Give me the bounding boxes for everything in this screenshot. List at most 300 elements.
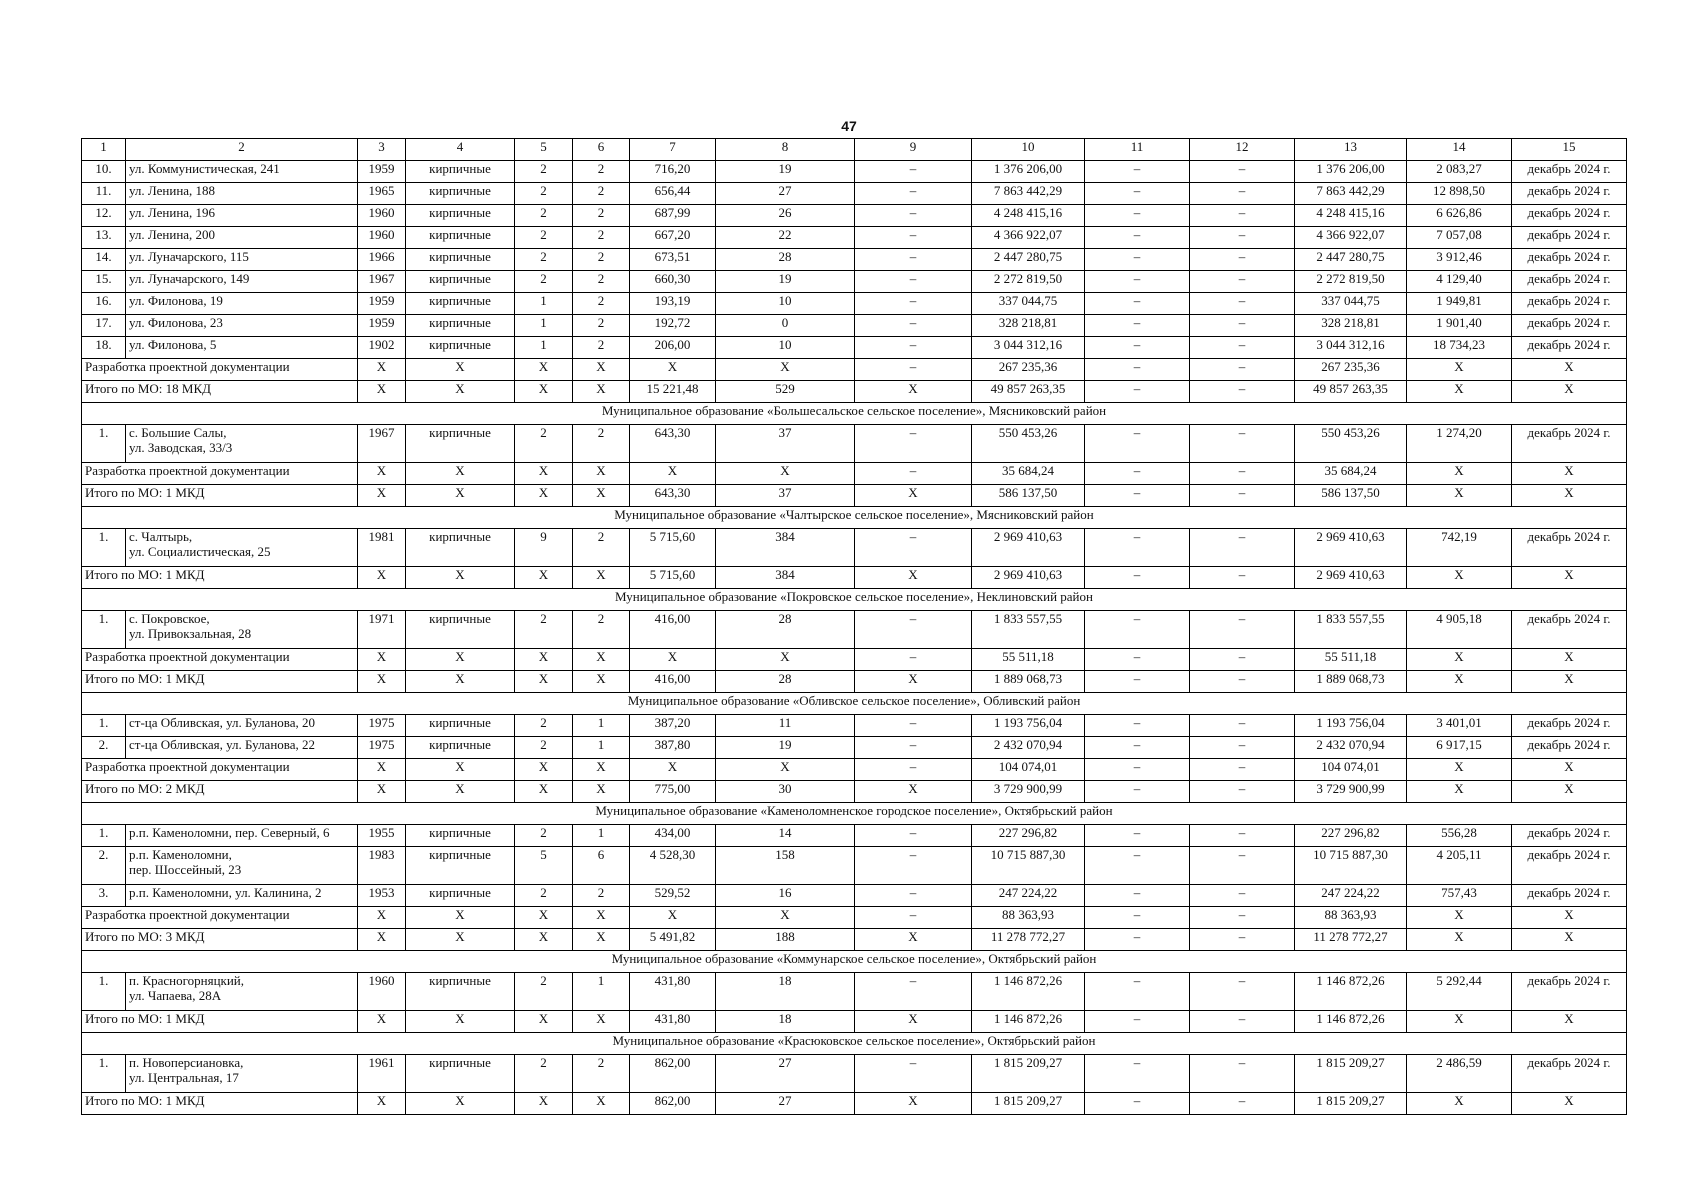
data-cell: декабрь 2024 г. bbox=[1512, 973, 1627, 1011]
data-cell: X bbox=[358, 485, 406, 507]
building-row bbox=[82, 205, 1627, 227]
data-cell: 1971 bbox=[358, 611, 406, 649]
address-cell: ул. Ленина, 196 bbox=[126, 205, 358, 227]
data-cell: 267 235,36 bbox=[1295, 359, 1407, 381]
data-cell: – bbox=[1190, 649, 1295, 671]
data-cell: 28 bbox=[716, 671, 855, 693]
data-cell: 2 bbox=[573, 227, 630, 249]
data-cell: 26 bbox=[716, 205, 855, 227]
data-cell: X bbox=[406, 463, 515, 485]
data-cell: 1967 bbox=[358, 271, 406, 293]
address-cell: с. Покровское, ул. Привокзальная, 28 bbox=[126, 611, 358, 649]
municipality-section-row bbox=[82, 803, 1627, 825]
data-cell: 1 146 872,26 bbox=[1295, 1011, 1407, 1033]
address-cell: ул. Ленина, 188 bbox=[126, 183, 358, 205]
data-cell: 2 bbox=[573, 1055, 630, 1093]
data-cell: – bbox=[855, 205, 972, 227]
data-cell: 49 857 263,35 bbox=[1295, 381, 1407, 403]
summary-label: Разработка проектной документации bbox=[82, 359, 358, 381]
data-cell: – bbox=[1190, 1093, 1295, 1115]
data-cell: 2 bbox=[515, 249, 573, 271]
data-cell: X bbox=[855, 1093, 972, 1115]
data-cell: 1975 bbox=[358, 737, 406, 759]
data-cell: – bbox=[855, 885, 972, 907]
data-cell: X bbox=[573, 1093, 630, 1115]
data-cell: декабрь 2024 г. bbox=[1512, 825, 1627, 847]
data-cell: X bbox=[573, 485, 630, 507]
data-cell: – bbox=[1190, 529, 1295, 567]
data-cell: 14. bbox=[82, 249, 126, 271]
data-cell: 2 272 819,50 bbox=[972, 271, 1085, 293]
data-cell: 431,80 bbox=[630, 973, 716, 1011]
data-cell: X bbox=[573, 671, 630, 693]
data-cell: X bbox=[406, 485, 515, 507]
data-cell: X bbox=[855, 929, 972, 951]
data-cell: 1. bbox=[82, 611, 126, 649]
data-cell: X bbox=[358, 381, 406, 403]
data-cell: 5 292,44 bbox=[1407, 973, 1512, 1011]
data-cell: 1 bbox=[573, 973, 630, 1011]
data-cell: кирпичные bbox=[406, 885, 515, 907]
summary-row bbox=[82, 759, 1627, 781]
data-cell: 6 917,15 bbox=[1407, 737, 1512, 759]
data-cell: – bbox=[855, 847, 972, 885]
data-cell: 1 bbox=[515, 337, 573, 359]
address-cell: ул. Филонова, 5 bbox=[126, 337, 358, 359]
data-cell: X bbox=[1407, 907, 1512, 929]
data-cell: – bbox=[1190, 715, 1295, 737]
data-cell: 1. bbox=[82, 973, 126, 1011]
data-cell: – bbox=[1190, 567, 1295, 589]
data-cell: – bbox=[855, 649, 972, 671]
data-cell: 2 083,27 bbox=[1407, 161, 1512, 183]
column-number-cell: 2 bbox=[126, 139, 358, 161]
data-cell: 7 863 442,29 bbox=[972, 183, 1085, 205]
data-cell: 1 146 872,26 bbox=[1295, 973, 1407, 1011]
data-cell: X bbox=[1512, 381, 1627, 403]
data-cell: – bbox=[1085, 463, 1190, 485]
data-cell: X bbox=[515, 929, 573, 951]
data-cell: 2 432 070,94 bbox=[1295, 737, 1407, 759]
data-cell: X bbox=[515, 1093, 573, 1115]
data-cell: 2 969 410,63 bbox=[972, 529, 1085, 567]
data-cell: 586 137,50 bbox=[1295, 485, 1407, 507]
data-cell: 37 bbox=[716, 425, 855, 463]
building-row bbox=[82, 183, 1627, 205]
data-cell: – bbox=[1190, 359, 1295, 381]
address-cell: ул. Филонова, 23 bbox=[126, 315, 358, 337]
data-cell: декабрь 2024 г. bbox=[1512, 885, 1627, 907]
column-number-cell: 9 bbox=[855, 139, 972, 161]
data-cell: X bbox=[406, 929, 515, 951]
data-cell: кирпичные bbox=[406, 337, 515, 359]
data-cell: 227 296,82 bbox=[1295, 825, 1407, 847]
column-number-cell: 1 bbox=[82, 139, 126, 161]
data-cell: – bbox=[1190, 249, 1295, 271]
data-cell: 384 bbox=[716, 567, 855, 589]
data-cell: – bbox=[1085, 671, 1190, 693]
data-cell: – bbox=[1085, 929, 1190, 951]
data-cell: X bbox=[630, 463, 716, 485]
summary-row bbox=[82, 907, 1627, 929]
data-cell: кирпичные bbox=[406, 161, 515, 183]
data-cell: кирпичные bbox=[406, 315, 515, 337]
data-cell: 2 bbox=[573, 293, 630, 315]
address-cell: ул. Ленина, 200 bbox=[126, 227, 358, 249]
data-cell: 4 905,18 bbox=[1407, 611, 1512, 649]
data-cell: X bbox=[1407, 1011, 1512, 1033]
data-cell: – bbox=[1190, 315, 1295, 337]
data-cell: декабрь 2024 г. bbox=[1512, 271, 1627, 293]
data-cell: 27 bbox=[716, 1055, 855, 1093]
data-cell: X bbox=[716, 907, 855, 929]
summary-label: Итого по МО: 2 МКД bbox=[82, 781, 358, 803]
data-cell: – bbox=[1190, 161, 1295, 183]
data-cell: X bbox=[515, 781, 573, 803]
data-cell: 1967 bbox=[358, 425, 406, 463]
data-cell: декабрь 2024 г. bbox=[1512, 249, 1627, 271]
column-number-cell: 3 bbox=[358, 139, 406, 161]
data-cell: 2 432 070,94 bbox=[972, 737, 1085, 759]
data-cell: 416,00 bbox=[630, 671, 716, 693]
data-cell: 656,44 bbox=[630, 183, 716, 205]
data-cell: 2 bbox=[515, 973, 573, 1011]
summary-row bbox=[82, 1093, 1627, 1115]
column-number-cell: 11 bbox=[1085, 139, 1190, 161]
data-cell: 775,00 bbox=[630, 781, 716, 803]
summary-row bbox=[82, 381, 1627, 403]
data-cell: 2 bbox=[573, 425, 630, 463]
data-cell: – bbox=[1085, 485, 1190, 507]
data-cell: декабрь 2024 г. bbox=[1512, 529, 1627, 567]
data-cell: 1 bbox=[573, 737, 630, 759]
data-cell: X bbox=[573, 649, 630, 671]
data-cell: – bbox=[1085, 227, 1190, 249]
data-cell: 9 bbox=[515, 529, 573, 567]
data-cell: – bbox=[1085, 425, 1190, 463]
data-cell: 88 363,93 bbox=[972, 907, 1085, 929]
data-cell: 1 146 872,26 bbox=[972, 1011, 1085, 1033]
data-cell: кирпичные bbox=[406, 715, 515, 737]
data-cell: 757,43 bbox=[1407, 885, 1512, 907]
data-cell: X bbox=[515, 359, 573, 381]
summary-label: Разработка проектной документации bbox=[82, 759, 358, 781]
data-cell: 2 bbox=[515, 271, 573, 293]
summary-label: Итого по МО: 18 МКД bbox=[82, 381, 358, 403]
address-cell: ул. Коммунистическая, 241 bbox=[126, 161, 358, 183]
data-cell: 247 224,22 bbox=[1295, 885, 1407, 907]
municipality-title: Муниципальное образование «Каменоломненское городское поселение», Октябрьский район bbox=[82, 803, 1627, 825]
data-cell: кирпичные bbox=[406, 847, 515, 885]
data-cell: 11 bbox=[716, 715, 855, 737]
data-cell: X bbox=[716, 359, 855, 381]
data-cell: 16. bbox=[82, 293, 126, 315]
data-cell: 4 366 922,07 bbox=[1295, 227, 1407, 249]
data-cell: – bbox=[855, 249, 972, 271]
data-cell: кирпичные bbox=[406, 249, 515, 271]
data-cell: – bbox=[1085, 885, 1190, 907]
data-cell: 673,51 bbox=[630, 249, 716, 271]
data-cell: X bbox=[1512, 567, 1627, 589]
data-cell: – bbox=[1085, 271, 1190, 293]
building-row bbox=[82, 249, 1627, 271]
data-cell: 1 274,20 bbox=[1407, 425, 1512, 463]
data-cell: 12 898,50 bbox=[1407, 183, 1512, 205]
data-cell: – bbox=[1085, 847, 1190, 885]
data-cell: X bbox=[573, 1011, 630, 1033]
summary-label: Разработка проектной документации bbox=[82, 649, 358, 671]
data-cell: декабрь 2024 г. bbox=[1512, 425, 1627, 463]
municipality-title: Муниципальное образование «Чалтырское сельское поселение», Мясниковский район bbox=[82, 507, 1627, 529]
data-cell: 384 bbox=[716, 529, 855, 567]
data-cell: – bbox=[1085, 1011, 1190, 1033]
data-cell: 643,30 bbox=[630, 425, 716, 463]
column-number-cell: 15 bbox=[1512, 139, 1627, 161]
data-cell: – bbox=[855, 973, 972, 1011]
data-cell: 2 bbox=[573, 529, 630, 567]
data-cell: 431,80 bbox=[630, 1011, 716, 1033]
data-cell: – bbox=[855, 529, 972, 567]
data-cell: 862,00 bbox=[630, 1055, 716, 1093]
data-cell: 1 815 209,27 bbox=[1295, 1093, 1407, 1115]
data-cell: X bbox=[630, 907, 716, 929]
data-cell: – bbox=[855, 611, 972, 649]
data-cell: 1 833 557,55 bbox=[1295, 611, 1407, 649]
data-cell: X bbox=[358, 649, 406, 671]
data-cell: 1960 bbox=[358, 227, 406, 249]
data-cell: 15 221,48 bbox=[630, 381, 716, 403]
data-cell: X bbox=[855, 567, 972, 589]
data-cell: – bbox=[1190, 825, 1295, 847]
data-cell: X bbox=[573, 929, 630, 951]
data-cell: 2 bbox=[515, 205, 573, 227]
data-cell: 4 205,11 bbox=[1407, 847, 1512, 885]
data-cell: – bbox=[855, 337, 972, 359]
data-cell: 30 bbox=[716, 781, 855, 803]
summary-label: Разработка проектной документации bbox=[82, 907, 358, 929]
data-cell: – bbox=[1085, 649, 1190, 671]
data-cell: X bbox=[406, 567, 515, 589]
building-row bbox=[82, 315, 1627, 337]
data-cell: 6 bbox=[573, 847, 630, 885]
data-cell: 1 193 756,04 bbox=[1295, 715, 1407, 737]
data-cell: 11 278 772,27 bbox=[1295, 929, 1407, 951]
building-row bbox=[82, 271, 1627, 293]
data-cell: 2 bbox=[573, 205, 630, 227]
data-cell: 1. bbox=[82, 715, 126, 737]
data-cell: 4 129,40 bbox=[1407, 271, 1512, 293]
data-cell: – bbox=[1085, 1055, 1190, 1093]
data-cell: 227 296,82 bbox=[972, 825, 1085, 847]
data-cell: – bbox=[855, 715, 972, 737]
data-cell: кирпичные bbox=[406, 825, 515, 847]
address-cell: с. Большие Салы, ул. Заводская, 33/3 bbox=[126, 425, 358, 463]
municipality-section-row bbox=[82, 507, 1627, 529]
data-cell: 1 901,40 bbox=[1407, 315, 1512, 337]
building-row bbox=[82, 885, 1627, 907]
data-cell: 13. bbox=[82, 227, 126, 249]
data-cell: 27 bbox=[716, 1093, 855, 1115]
address-cell: р.п. Каменоломни, пер. Северный, 6 bbox=[126, 825, 358, 847]
data-cell: 387,20 bbox=[630, 715, 716, 737]
data-cell: 1 bbox=[515, 293, 573, 315]
data-cell: – bbox=[1190, 929, 1295, 951]
summary-row bbox=[82, 359, 1627, 381]
data-cell: – bbox=[855, 183, 972, 205]
data-cell: 586 137,50 bbox=[972, 485, 1085, 507]
data-cell: – bbox=[1190, 847, 1295, 885]
data-cell: X bbox=[406, 781, 515, 803]
data-cell: X bbox=[1512, 1011, 1627, 1033]
data-cell: – bbox=[1190, 183, 1295, 205]
data-cell: 1 889 068,73 bbox=[972, 671, 1085, 693]
data-cell: X bbox=[1407, 359, 1512, 381]
data-cell: 2 bbox=[573, 161, 630, 183]
building-row bbox=[82, 293, 1627, 315]
data-cell: 1953 bbox=[358, 885, 406, 907]
data-cell: кирпичные bbox=[406, 227, 515, 249]
data-cell: 267 235,36 bbox=[972, 359, 1085, 381]
data-cell: X bbox=[406, 1093, 515, 1115]
data-cell: 2 bbox=[573, 271, 630, 293]
municipality-section-row bbox=[82, 693, 1627, 715]
data-cell: X bbox=[573, 907, 630, 929]
data-cell: 19 bbox=[716, 271, 855, 293]
data-cell: 7 057,08 bbox=[1407, 227, 1512, 249]
data-cell: 2. bbox=[82, 737, 126, 759]
data-cell: 3 044 312,16 bbox=[1295, 337, 1407, 359]
address-cell: ул. Филонова, 19 bbox=[126, 293, 358, 315]
municipality-title: Муниципальное образование «Покровское сельское поселение», Неклиновский район bbox=[82, 589, 1627, 611]
page-number: 47 bbox=[841, 118, 857, 134]
data-cell: 716,20 bbox=[630, 161, 716, 183]
building-row bbox=[82, 973, 1627, 1011]
data-cell: – bbox=[1085, 293, 1190, 315]
data-cell: – bbox=[1085, 315, 1190, 337]
data-cell: 2 969 410,63 bbox=[1295, 567, 1407, 589]
data-cell: 550 453,26 bbox=[1295, 425, 1407, 463]
data-cell: 643,30 bbox=[630, 485, 716, 507]
data-cell: 2. bbox=[82, 847, 126, 885]
data-cell: 5 715,60 bbox=[630, 529, 716, 567]
summary-row bbox=[82, 463, 1627, 485]
data-cell: X bbox=[1407, 759, 1512, 781]
data-cell: кирпичные bbox=[406, 293, 515, 315]
data-cell: 416,00 bbox=[630, 611, 716, 649]
data-cell: 5 715,60 bbox=[630, 567, 716, 589]
data-cell: – bbox=[1190, 973, 1295, 1011]
data-cell: – bbox=[1190, 463, 1295, 485]
data-cell: X bbox=[358, 671, 406, 693]
data-cell: – bbox=[1190, 293, 1295, 315]
data-cell: 687,99 bbox=[630, 205, 716, 227]
building-row bbox=[82, 425, 1627, 463]
data-cell: X bbox=[515, 463, 573, 485]
data-cell: – bbox=[1190, 671, 1295, 693]
data-cell: X bbox=[406, 359, 515, 381]
data-cell: 2 bbox=[515, 1055, 573, 1093]
data-cell: X bbox=[406, 759, 515, 781]
data-cell: 17. bbox=[82, 315, 126, 337]
data-cell: X bbox=[1407, 1093, 1512, 1115]
data-cell: 1981 bbox=[358, 529, 406, 567]
summary-row bbox=[82, 1011, 1627, 1033]
data-cell: – bbox=[1085, 567, 1190, 589]
data-cell: 55 511,18 bbox=[1295, 649, 1407, 671]
data-cell: – bbox=[1190, 907, 1295, 929]
data-cell: – bbox=[1085, 161, 1190, 183]
data-cell: – bbox=[1190, 1055, 1295, 1093]
data-cell: 1 949,81 bbox=[1407, 293, 1512, 315]
data-cell: 19 bbox=[716, 161, 855, 183]
data-cell: 1. bbox=[82, 529, 126, 567]
column-number-cell: 14 bbox=[1407, 139, 1512, 161]
data-cell: X bbox=[515, 485, 573, 507]
data-cell: X bbox=[358, 759, 406, 781]
data-cell: X bbox=[358, 907, 406, 929]
data-cell: 27 bbox=[716, 183, 855, 205]
data-cell: 1 193 756,04 bbox=[972, 715, 1085, 737]
data-cell: X bbox=[630, 649, 716, 671]
data-cell: 104 074,01 bbox=[1295, 759, 1407, 781]
data-cell: декабрь 2024 г. bbox=[1512, 1055, 1627, 1093]
data-cell: X bbox=[515, 381, 573, 403]
data-cell: X bbox=[1407, 671, 1512, 693]
building-row bbox=[82, 529, 1627, 567]
data-cell: 6 626,86 bbox=[1407, 205, 1512, 227]
data-cell: X bbox=[515, 1011, 573, 1033]
data-cell: – bbox=[1085, 759, 1190, 781]
data-cell: 10 bbox=[716, 293, 855, 315]
data-cell: – bbox=[1085, 205, 1190, 227]
summary-row bbox=[82, 781, 1627, 803]
data-cell: X bbox=[1407, 929, 1512, 951]
data-cell: 10. bbox=[82, 161, 126, 183]
data-cell: X bbox=[1512, 907, 1627, 929]
summary-label: Итого по МО: 1 МКД bbox=[82, 567, 358, 589]
data-cell: 158 bbox=[716, 847, 855, 885]
data-cell: 337 044,75 bbox=[1295, 293, 1407, 315]
data-cell: 10 715 887,30 bbox=[972, 847, 1085, 885]
data-cell: – bbox=[855, 293, 972, 315]
data-cell: X bbox=[1407, 649, 1512, 671]
data-cell: 1975 bbox=[358, 715, 406, 737]
column-number-cell: 6 bbox=[573, 139, 630, 161]
address-cell: п. Новоперсиановка, ул. Центральная, 17 bbox=[126, 1055, 358, 1093]
data-cell: 337 044,75 bbox=[972, 293, 1085, 315]
data-cell: 1966 bbox=[358, 249, 406, 271]
summary-label: Итого по МО: 1 МКД bbox=[82, 485, 358, 507]
summary-label: Итого по МО: 1 МКД bbox=[82, 1093, 358, 1115]
data-cell: X bbox=[1512, 649, 1627, 671]
data-cell: 16 bbox=[716, 885, 855, 907]
data-cell: – bbox=[855, 161, 972, 183]
data-cell: X bbox=[1512, 671, 1627, 693]
data-cell: 1 bbox=[573, 715, 630, 737]
column-number-cell: 13 bbox=[1295, 139, 1407, 161]
data-cell: 206,00 bbox=[630, 337, 716, 359]
municipality-section-row bbox=[82, 951, 1627, 973]
data-cell: X bbox=[358, 567, 406, 589]
data-cell: X bbox=[358, 1011, 406, 1033]
data-cell: 2 bbox=[515, 825, 573, 847]
data-cell: декабрь 2024 г. bbox=[1512, 205, 1627, 227]
address-cell: ул. Луначарского, 149 bbox=[126, 271, 358, 293]
data-cell: 2 bbox=[515, 227, 573, 249]
data-cell: 4 366 922,07 bbox=[972, 227, 1085, 249]
data-cell: 12. bbox=[82, 205, 126, 227]
summary-label: Итого по МО: 3 МКД bbox=[82, 929, 358, 951]
